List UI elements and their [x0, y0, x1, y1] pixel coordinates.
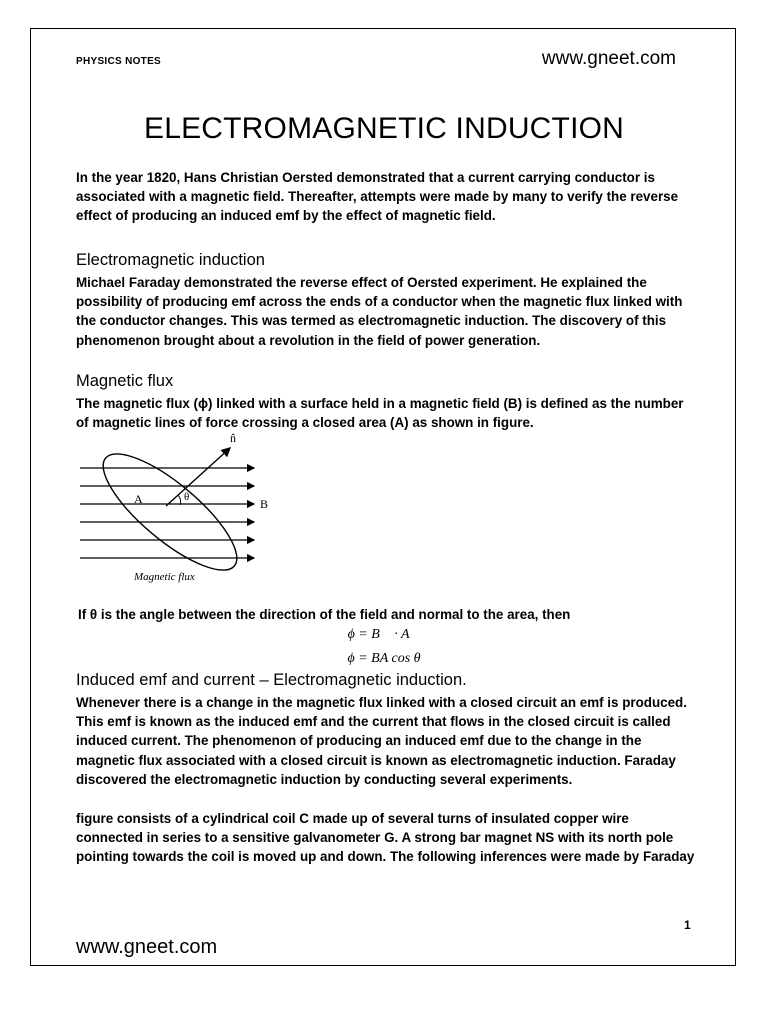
- formula-dot-product: ϕ = B⃗ · A⃗: [347, 627, 421, 642]
- faraday-experiment-paragraph: figure consists of a cylindrical coil C made up of several turns of insulated copper wire connected in series to a sensitive galvanometer G. A strong bar magnet NS with its north pole pointing towards the coil is moved up and down. The following inferences were made by Faraday: [76, 811, 695, 865]
- angle-label: θ: [184, 491, 190, 503]
- footer-site-link[interactable]: www.gneet.com: [76, 936, 218, 958]
- normal-vector: [166, 448, 230, 506]
- header-site-link[interactable]: www.gneet.com: [541, 48, 676, 69]
- formula-cosine: ϕ = BA cos θ: [347, 651, 421, 666]
- induced-paragraph: Whenever there is a change in the magnetic flux linked with a closed circuit an emf is produced. This emf is known as the induced emf and the current that flows in the closed circuit is called induced current. The phenomenon of producing an induced emf due to the change in the magnetic flux associated with a closed circuit is known as electromagnetic induction. Faraday discovered the electromagnetic induction by conducting several experiments.: [76, 695, 687, 787]
- heading-induced-emf: Induced emf and current – Electromagnetic induction.: [76, 671, 467, 689]
- area-loop: [88, 437, 253, 584]
- emi-paragraph: Michael Faraday demonstrated the reverse effect of Oersted experiment. He explained the possibility of producing emf across the ends of a conductor when the magnetic flux linked with the conductor changes. This was termed as electromagnetic induction. The discovery of this phenomenon brought about a revolution in the field of power generation.: [76, 275, 683, 348]
- header-label: PHYSICS NOTES: [76, 56, 162, 67]
- figure-caption: Magnetic flux: [134, 571, 195, 583]
- normal-label: n̂: [230, 432, 236, 445]
- area-label: A: [134, 492, 143, 506]
- page-title: ELECTROMAGNETIC INDUCTION: [143, 112, 625, 145]
- flux-paragraph: The magnetic flux (ϕ) linked with a surface held in a magnetic field (B) is defined as the number of magnetic lines of force crossing a closed area (A) as shown in figure.: [76, 396, 684, 431]
- field-label: B: [260, 497, 269, 511]
- page-number: 1: [684, 918, 691, 932]
- heading-magnetic-flux: Magnetic flux: [76, 372, 174, 390]
- angle-definition: If θ is the angle between the direction of the field and normal to the area, then: [78, 607, 571, 622]
- heading-electromagnetic-induction: Electromagnetic induction: [76, 251, 265, 269]
- intro-paragraph: In the year 1820, Hans Christian Oersted demonstrated that a current carrying conductor is associated with a magnetic field. Thereafter, attempts were made by many to verify the reverse effect of producing an induced emf by the effect of magnetic field.: [76, 170, 679, 224]
- magnetic-flux-figure: [78, 432, 278, 589]
